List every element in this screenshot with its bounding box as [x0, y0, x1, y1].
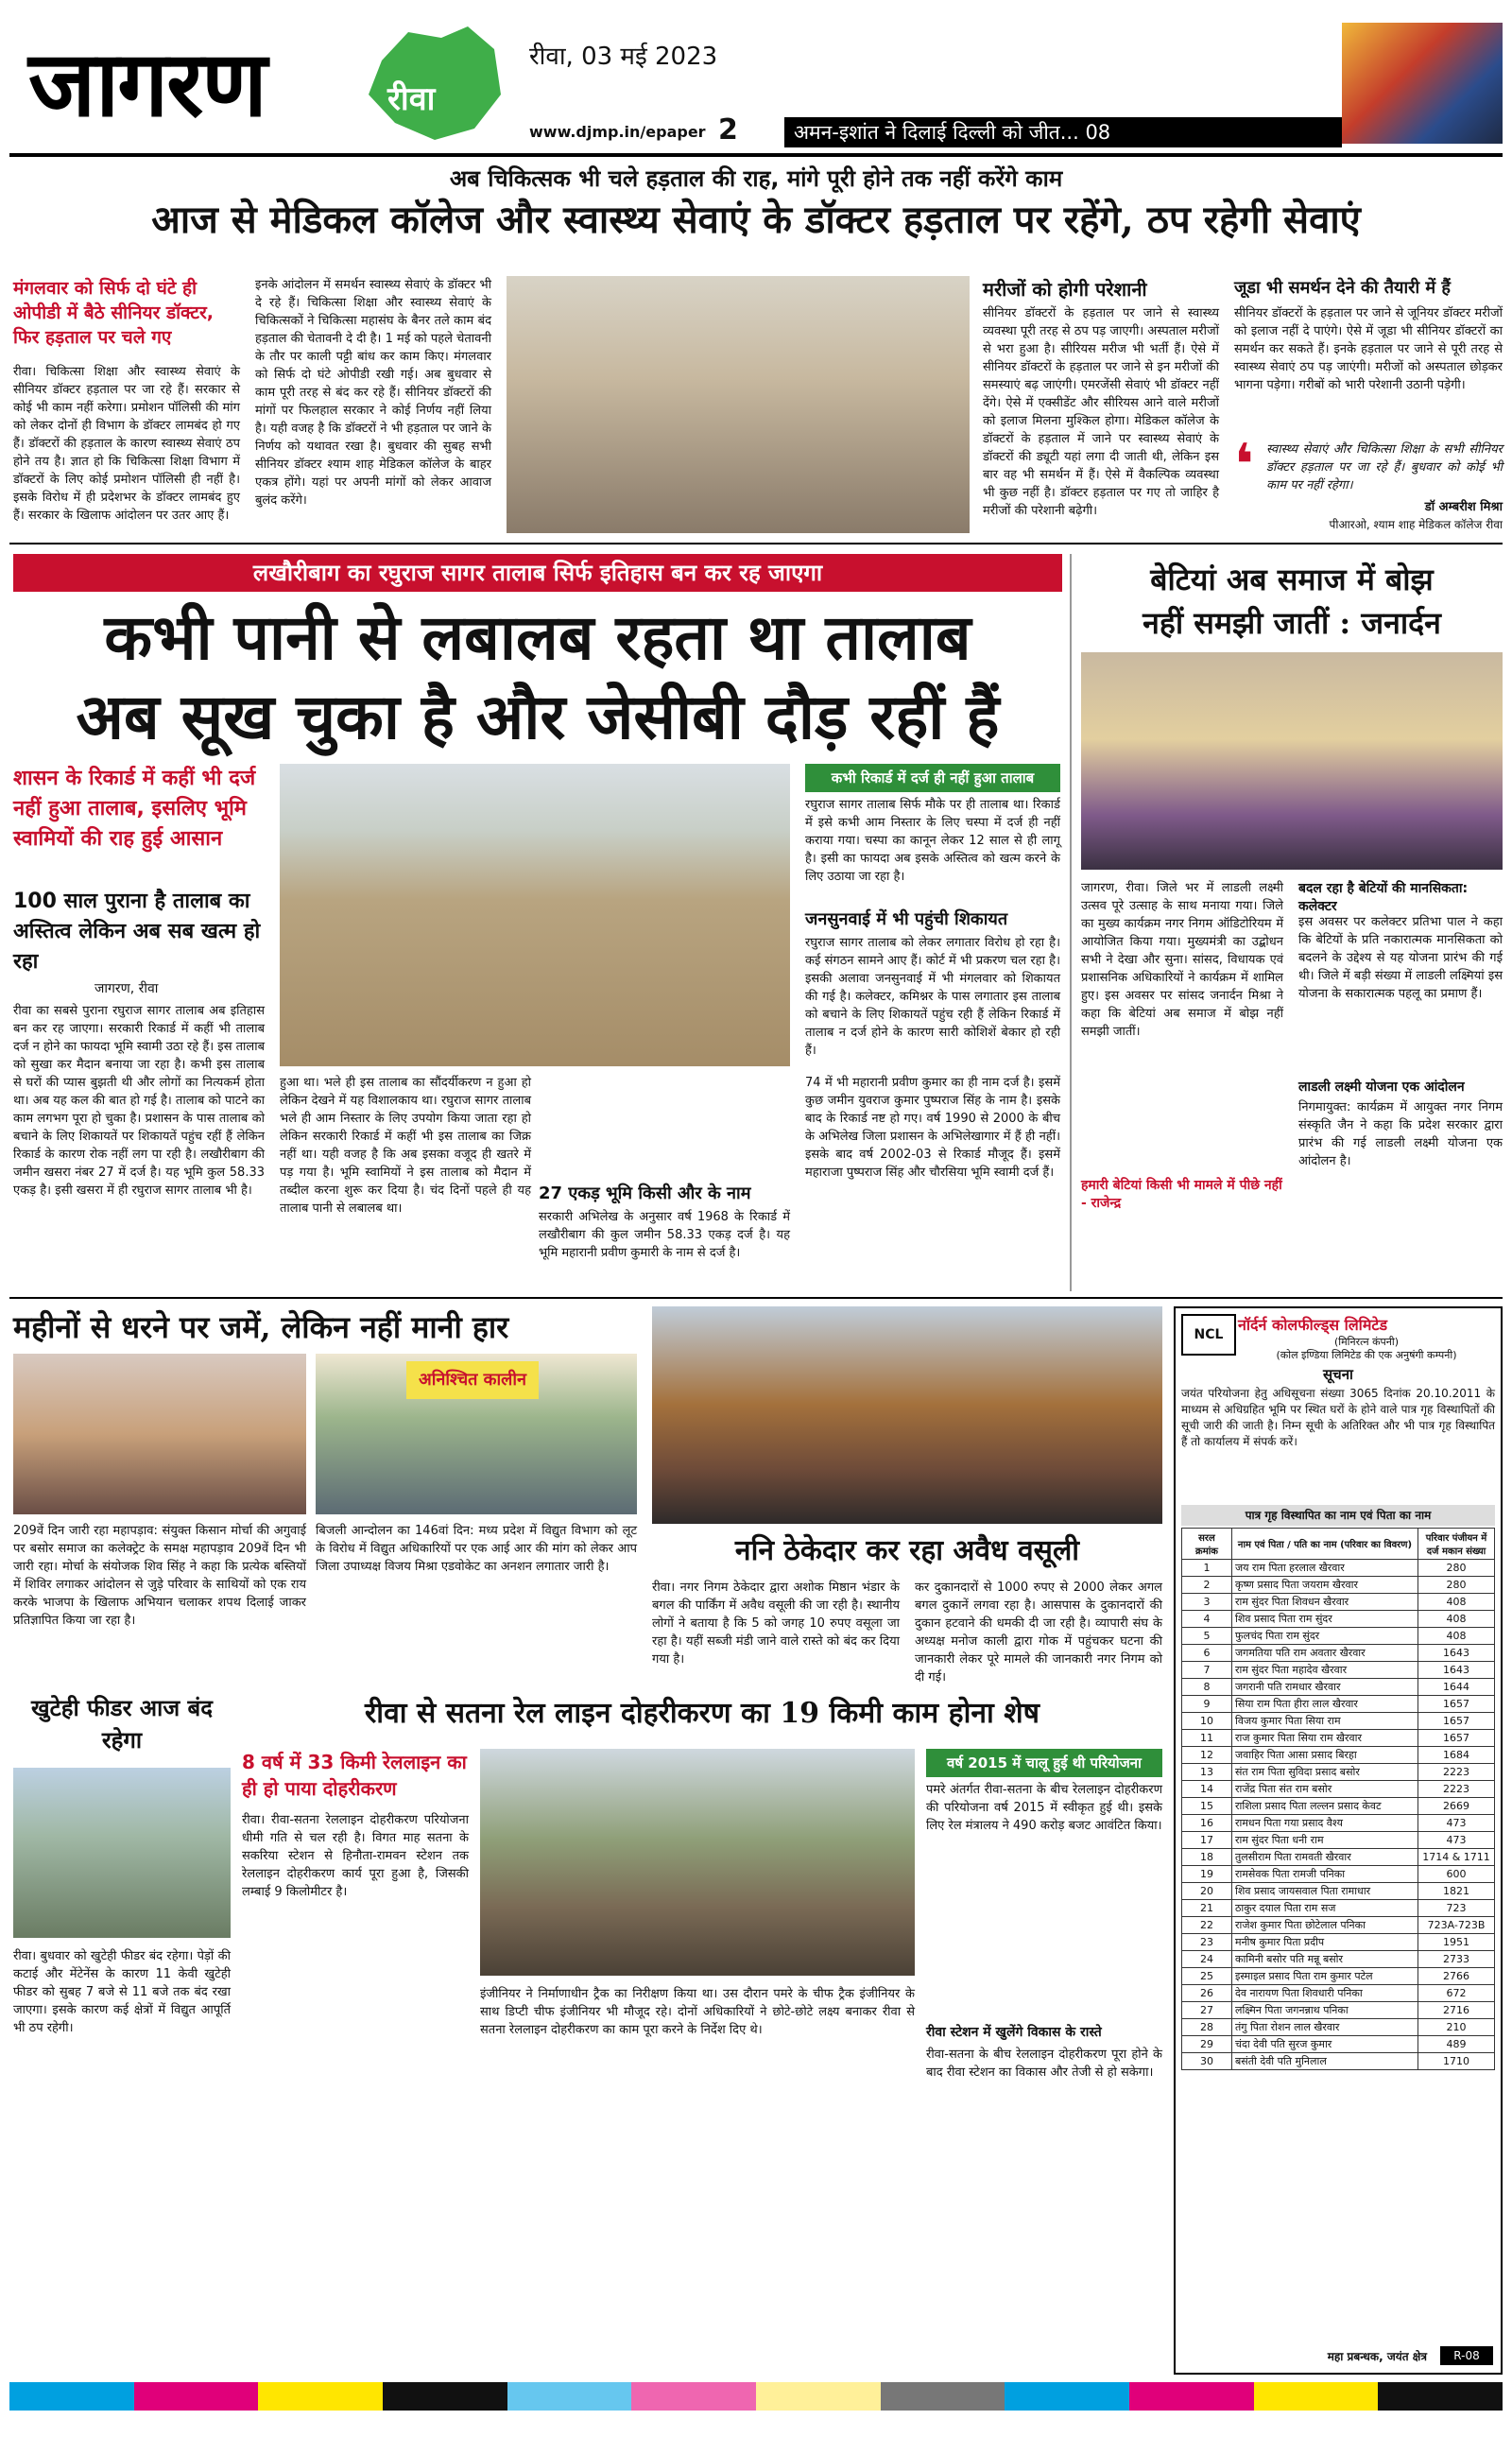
cell-house: 1657	[1418, 1696, 1495, 1713]
cell-serial: 14	[1182, 1781, 1232, 1798]
talab-box-body: रघुराज सागर तालाब सिर्फ मौके पर ही तालाब था। रिकार्ड में इसे कभी आम निस्तार के लिए चस्पा में दर्ज ही नहीं कराया गया। चस्पा का कानून लेकर 12 साल से ही लागू है। इसी का फायदा अब इसके अस्तित्व को खत्म करने के लिए उठाया जा रहा है।	[805, 798, 1060, 884]
betiyan-headline-1: बेटियां अब समाज में बोझ	[1150, 562, 1434, 597]
cell-name: जगरानी पति रामधार खैरवार	[1232, 1679, 1418, 1696]
column-divider	[1070, 554, 1072, 1291]
table-row	[1182, 1696, 1495, 1713]
cell-serial: 11	[1182, 1730, 1232, 1747]
table-row	[1182, 1628, 1495, 1645]
cell-house: 1643	[1418, 1645, 1495, 1662]
lead-subhead: मंगलवार को सिर्फ दो घंटे ही ओपीडी में बैठे सीनियर डॉक्टर, फिर हड़ताल पर चले गए	[13, 278, 214, 348]
epaper-url[interactable]: www.djmp.in/epaper	[529, 123, 706, 141]
cell-serial: 18	[1182, 1849, 1232, 1866]
cell-name: लक्ष्मिन पिता जगनन्नाथ पनिका	[1232, 2002, 1418, 2019]
newspaper-logo: जागरण	[28, 30, 266, 137]
lead-side2-head: जूडा भी समर्थन देने की तैयारी में हैं	[1234, 278, 1451, 298]
cell-house: 473	[1418, 1832, 1495, 1849]
cell-house: 1710	[1418, 2053, 1495, 2070]
table-row	[1182, 1662, 1495, 1679]
talab-body-col1: रीवा का सबसे पुराना रघुराज सागर तालाब अब इतिहास बन कर रह जाएगा। सरकारी रिकार्ड में कहीं भी तालाब दर्ज न होने का फायदा भूमि स्वामी उठा रहे हैं। इस तालाब को सुखा कर मैदान बनाया जा रहा है। कभी इस तालाब से घरों की प्यास बुझती थी और लोगों का नित्यकर्म होता था। अब यह कल की बात हो गई है। तालाब को पाटने का काम लगभग पूरा हो चुका है। प्रशासन के पास तालाब को बचाने के लिए शिकायतें पर शिकायतें पहुंच रहीं हैं लेकिन रिकार्ड के कारण रोक नहीं लग पा रही है। लखौरीबाग की जमीन खसरा नंबर 27 में दर्ज है। यह भूमि कुल 58.33 एकड़ है। इसी खसरा में ही रघुराज सागर तालाब भी है।	[13, 1004, 265, 1198]
cell-house: 1684	[1418, 1747, 1495, 1764]
lead-body-col2: इनके आंदोलन में समर्थन स्वास्थ्य सेवाएं के डॉक्टर भी दे रहे हैं। चिकित्सा शिक्षा और स्वास्थ्य सेवाएं के चिकित्सकों ने चिकित्सा महासंघ के बैनर तले काम बंद हड़ताल की चेतावनी दे दी है। 1 मई को पहले चेतावनी के तौर पर काली पट्टी बांध कर काम किए। मंगलवार को सिर्फ दो घंटे ओपीडी रखी गई। अब बुधवार से काम पूरी तरह से बंद कर रहे हैं। सीनियर डॉक्टरों की मांगों पर फिलहाल सरकार ने कोई निर्णय नहीं लिया है। यही वजह है कि डॉक्टरों ने भी हड़ताल पर जाने के निर्णय को यथावत रखा है। बुधवार की सुबह सभी सीनियर डॉक्टर श्याम शाह मेडिकल कॉलेज के बाहर एकत्र होंगे। यहां पर अपनी मांगों को लेकर आवाज बुलंद करेंगे।	[255, 278, 491, 508]
dry-pond-jcb-photo	[280, 764, 790, 1066]
cell-serial: 5	[1182, 1628, 1232, 1645]
cell-name: जवाहिर पिता आसा प्रसाद बिरहा	[1232, 1747, 1418, 1764]
cell-serial: 15	[1182, 1798, 1232, 1815]
rail-box-head: वर्ष 2015 में चालू हुई थी परियोजना	[926, 1749, 1162, 1777]
cell-name: राम सुंदर पिता धनी राम	[1232, 1832, 1418, 1849]
cell-house: 1657	[1418, 1713, 1495, 1730]
cell-name: मनीष कुमार पिता प्रदीप	[1232, 1934, 1418, 1951]
betiyan-headline-2: नहीं समझी जातीं : जनार्दन	[1143, 605, 1441, 641]
cell-serial: 27	[1182, 2002, 1232, 2019]
cell-name: राशिला प्रसाद पिता लल्लन प्रसाद केवट	[1232, 1798, 1418, 1815]
cell-name: रामसेवक पिता रामजी पनिका	[1232, 1866, 1418, 1883]
lead-kicker: अब चिकित्सक भी चले हड़ताल की राह, मांगे पूरी होने तक नहीं करेंगे काम	[449, 165, 1063, 192]
cell-serial: 23	[1182, 1934, 1232, 1951]
cell-name: कामिनी बसोर पति मन्नू बसोर	[1232, 1951, 1418, 1968]
cell-house: 1951	[1418, 1934, 1495, 1951]
cell-name: शिव प्रसाद जायसवाल पिता रामाधार	[1232, 1883, 1418, 1900]
talab-body-col2: हुआ था। भले ही इस तालाब का सौंदर्यीकरण न हुआ हो लेकिन देखने में यह विशालकाय था। रघुराज सागर तालाब भले ही आम निस्तार के लिए उपयोग किया जाता रहा हो लेकिन सरकारी रिकार्ड में कहीं भी इस तालाब का जिक्र नहीं था। यही वजह है कि अब इसका वजूद ही खतरे में पड़ गया है। भूमि स्वामियों ने इस तालाब को मैदान में तब्दील करना शुरू कर दिया है। चंद दिनों पहले ही यह तालाब पानी से लबालब था।	[280, 1076, 531, 1216]
cell-house: 473	[1418, 1815, 1495, 1832]
talab-sub-1-body: रघुराज सागर तालाब को लेकर लगातार विरोध हो रहा है। कई संगठन सामने आए हैं। कोर्ट में भी प्रकरण चल रहा है। इसकी अलावा जनसुनवाई में भी मंगलवार को शिकायत की गई है। कलेक्टर, कमिश्नर के पास लगातार इस तालाब को बचाने के लिए शिकायतें पहुंच रही हैं लेकिन रिकार्ड में तालाब न दर्ज होने के कारण सारी कोशिशें बेकार हो रही हैं।	[805, 936, 1060, 1058]
cell-name: जय राम पिता हरलाल खैरवार	[1232, 1560, 1418, 1577]
table-row	[1182, 2019, 1495, 2036]
table-row	[1182, 1798, 1495, 1815]
col-serial: सरल क्रमांक	[1182, 1529, 1232, 1560]
talab-box-head: कभी रिकार्ड में दर्ज ही नहीं हुआ तालाब	[805, 764, 1060, 792]
lead-quote: स्वास्थ्य सेवाएं और चिकित्सा शिक्षा के सभी सीनियर डॉक्टर हड़ताल पर जा रहे हैं। बुधवार को कोई भी काम पर नहीं रहेगा।	[1266, 442, 1503, 493]
cell-name: फुलचंद पिता राम सुंदर	[1232, 1628, 1418, 1645]
cell-name: संत राम पिता सुविदा प्रसाद बसोर	[1232, 1764, 1418, 1781]
cell-house: 2669	[1418, 1798, 1495, 1815]
cell-name: कृष्ण प्रसाद पिता जयराम खैरवार	[1232, 1577, 1418, 1594]
cell-house: 280	[1418, 1577, 1495, 1594]
cell-serial: 17	[1182, 1832, 1232, 1849]
col-house: परिवार पंजीयन में दर्ज मकान संख्या	[1418, 1529, 1495, 1560]
cell-serial: 9	[1182, 1696, 1232, 1713]
cell-house: 280	[1418, 1560, 1495, 1577]
power-line-photo	[13, 1768, 231, 1938]
lead-body-col1: रीवा। चिकित्सा शिक्षा और स्वास्थ्य सेवाएं के सीनियर डॉक्टर हड़ताल पर जा रहे हैं। सरकार से कोई भी काम नहीं करेगा। प्रमोशन पॉलिसी की मांग को लेकर दोनों ही विभाग के डॉक्टर लामबंद हो गए हैं। डॉक्टरों की हड़ताल के कारण स्वास्थ्य सेवाएं ठप होने तय है। ज्ञात हो कि चिकित्सा शिक्षा विभाग में डॉक्टरों के लिए कोई प्रमोशन पॉलिसी ही नहीं है। इसके विरोध में ही प्रदेशभर के डॉक्टर लामबंद हुए हैं। सरकार के खिलाफ आंदोलन पर उतर आए हैं।	[13, 365, 240, 523]
rail-track-photo	[480, 1749, 915, 1976]
cell-name: तुलसीराम पिता रामवती खैरवार	[1232, 1849, 1418, 1866]
ncl-notice-title: सूचना	[1323, 1366, 1353, 1383]
cell-serial: 8	[1182, 1679, 1232, 1696]
cell-name: रामधन पिता गया प्रसाद वैश्य	[1232, 1815, 1418, 1832]
dharna-photo-1	[13, 1354, 306, 1514]
nani-headline: ननि ठेकेदार कर रहा अवैध वसूली	[734, 1534, 1080, 1567]
talab-headline-2: अब सूख चुका है और जेसीबी दौड़ रहीं हैं	[76, 680, 1000, 753]
cell-name: राजेंद्र पिता संत राम बसोर	[1232, 1781, 1418, 1798]
cell-name: देव नारायण पिता शिवधारी पनिका	[1232, 1985, 1418, 2002]
ncl-notice-text: जयंत परियोजना हेतु अधिसूचना संख्या 3065 दिनांक 20.10.2011 के माध्यम से अधिग्रहित भूमि पर स्थित घरों के होने वाले पात्र गृह विस्थापितों की सूची जारी की जाती है। निम्न सूची के अतिरिक्त और भी पात्र गृह विस्थापित हैं तो कार्यालय में संपर्क करें।	[1181, 1387, 1495, 1448]
cell-house: 489	[1418, 2036, 1495, 2053]
cell-name: जगमतिया पति राम अवतार खैरवार	[1232, 1645, 1418, 1662]
betiyan-body-col1: जागरण, रीवा। जिले भर में लाडली लक्ष्मी उत्सव पूरे उत्साह के साथ मनाया गया। जिले का मुख्य कार्यक्रम नगर निगम ऑडिटोरियम में आयोजित किया गया। मुख्यमंत्री का उद्बोधन सभी ने देखा और सुना। सांसद, विधायक एवं प्रशासनिक अधिकारियों ने कार्यक्रम में शामिल हुए। इस अवसर पर सांसद जनार्दन मिश्रा ने कहा कि बेटियां अब समाज में बोझ नहीं समझी जातीं।	[1081, 881, 1283, 1039]
table-row	[1182, 1968, 1495, 1985]
ncl-code: R-08	[1440, 2346, 1493, 2365]
table-row	[1182, 1781, 1495, 1798]
cell-serial: 2	[1182, 1577, 1232, 1594]
cell-house: 723A-723B	[1418, 1917, 1495, 1934]
cell-house: 600	[1418, 1866, 1495, 1883]
quote-author: डॉ अम्बरीश मिश्रा	[1424, 500, 1503, 514]
cell-serial: 19	[1182, 1866, 1232, 1883]
table-row	[1182, 1985, 1495, 2002]
talab-headline-1: कभी पानी से लबालब रहता था तालाब	[104, 600, 971, 674]
cell-serial: 6	[1182, 1645, 1232, 1662]
cell-serial: 3	[1182, 1594, 1232, 1611]
table-row	[1182, 1951, 1495, 1968]
talab-byline: जागरण, रीवा	[94, 981, 159, 996]
protest-poster: अनिश्चित कालीन	[406, 1361, 539, 1399]
talab-kicker: लखौरीबाग का रघुराज सागर तालाब सिर्फ इतिहास बन कर रह जाएगा	[13, 554, 1062, 592]
market-parking-photo	[652, 1306, 1162, 1524]
cell-house: 1644	[1418, 1679, 1495, 1696]
rail-headline: रीवा से सतना रेल लाइन दोहरीकरण का 19 किमी काम होना शेष	[365, 1697, 1040, 1730]
betiyan-sub-2: लाडली लक्ष्मी योजना एक आंदोलन	[1298, 1080, 1465, 1095]
cell-name: राजेश कुमार पिता छोटेलाल पनिका	[1232, 1917, 1418, 1934]
cell-serial: 21	[1182, 1900, 1232, 1917]
cell-serial: 20	[1182, 1883, 1232, 1900]
betiyan-col2-body: इस अवसर पर कलेक्टर प्रतिभा पाल ने कहा कि बेटियों के प्रति नकारात्मक मानसिकता को बदलने के उद्देश्य से यह योजना प्रारंभ की गई थी। जिले में बड़ी संख्या में लाडली लक्ष्मियां इस योजना के सकारात्मक पहलू का प्रमाण हैं।	[1298, 915, 1503, 1001]
table-row	[1182, 2002, 1495, 2019]
table-row	[1182, 1900, 1495, 1917]
cell-house: 408	[1418, 1594, 1495, 1611]
cell-serial: 13	[1182, 1764, 1232, 1781]
quote-icon: ❛	[1234, 432, 1254, 498]
talab-body-col4: 74 में भी महारानी प्रवीण कुमार का ही नाम दर्ज है। इसमें कुछ जमीन युवराज कुमार पुष्पराज सिंह के नाम है। इसके बाद के रिकार्ड नष्ट हो गए। वर्ष 1990 से 2000 के बीच के अभिलेख जिला प्रशासन के अभिलेखागार में हैं ही नहीं। इसके बाद वर्ष 2002-03 से रिकार्ड मौजूद हैं। इसमें महाराजा पुष्पराज सिंह और चौरसिया भूमि स्वामी दर्ज हैं।	[805, 1076, 1060, 1180]
cell-house: 723	[1418, 1900, 1495, 1917]
feeder-headline: खुटेही फीडर आज बंद रहेगा	[31, 1694, 213, 1754]
cell-name: राज कुमार पिता सिया राम खैरवार	[1232, 1730, 1418, 1747]
cell-house: 1821	[1418, 1883, 1495, 1900]
table-row	[1182, 1679, 1495, 1696]
rail-box-body: पमरे अंतर्गत रीवा-सतना के बीच रेललाइन दोहरीकरण की परियोजना वर्ष 2015 में स्वीकृत हुई थी। इसके लिए रेल मंत्रालय ने 490 करोड़ बजट आवंटित किया।	[926, 1783, 1162, 1833]
cell-name: सिया राम पिता हीरा लाल खैरवार	[1232, 1696, 1418, 1713]
lead-side2-body: सीनियर डॉक्टरों के हड़ताल पर जाने से जूनियर डॉक्टर मरीजों को इलाज नहीं दे पाएंगे। ऐसे में जूडा भी सीनियर डॉक्टरों का समर्थन कर सकते हैं। इनके हड़ताल पर जाने से पूरी तरह से स्वास्थ्य सेवाएं ठप पड़ जाएंगी। मरीजों को अस्पताल छोड़कर भागना पड़ेगा। गरीबों को भारी परेशानी उठानी पड़ेगी।	[1234, 306, 1503, 392]
ncl-brand-sub2: (कोल इण्डिया लिमिटेड की एक अनुषंगी कम्पनी)	[1276, 1349, 1457, 1361]
cell-serial: 29	[1182, 2036, 1232, 2053]
talab-deck-1: शासन के रिकार्ड में कहीं भी दर्ज नहीं हुआ तालाब, इसलिए भूमि स्वामियों की राह हुई आसान	[13, 767, 256, 851]
cell-name: विजय कुमार पिता सिया राम	[1232, 1713, 1418, 1730]
ladli-laxmi-event-photo	[1081, 652, 1503, 870]
bijli-body: बिजली आन्दोलन का 146वां दिन: मध्य प्रदेश में विद्युत विभाग को लूट के विरोध में विद्युत अधिकारियों पर एक आई आर की मांग को लेकर आप जिला उपाध्यक्ष विजय मिश्रा एडवोकेट का अनशन लगातार जारी है।	[316, 1524, 637, 1574]
cell-name: चंदा देवी पति सुरज कुमार	[1232, 2036, 1418, 2053]
table-row	[1182, 1577, 1495, 1594]
cell-serial: 25	[1182, 1968, 1232, 1985]
ncl-brand-sub: (मिनिरत्न कंपनी)	[1333, 1336, 1400, 1348]
talab-sub-2: 27 एकड़ भूमि किसी और के नाम	[539, 1184, 751, 1203]
table-row	[1182, 1730, 1495, 1747]
lead-side1-body: सीनियर डॉक्टरों के हड़ताल पर जाने से स्वास्थ्य व्यवस्था पूरी तरह से ठप पड़ जाएगी। अस्पताल मरीजों से भरा हुआ है। सीरियस मरीज भी भर्ती हैं। ऐसे में सीनियर डॉक्टरों के हड़ताल पर जाने से इन मरीजों की समस्याएं बढ़ जाएंगी। एमरजेंसी सेवाएं भी डॉक्टर नहीं देंगे। ऐसे में एक्सीडेंट और सीरियस आने वाले मरीजों को इलाज मिलना मुश्किल होगा। मेडिकल कॉलेज के डॉक्टरों के हड़ताल में जाने पर स्वास्थ्य सेवाएं के डॉक्टरों की ड्यूटी यहां लगा दी जाती थी, लेकिन इस बार वह भी समर्थन में हैं। ऐसे में वैकल्पिक व्यवस्था भी कुछ नहीं है। डॉक्टर हड़ताल पर गए तो जाहिर है मरीजों की परेशानी बढ़ेगी।	[983, 306, 1219, 518]
rail-deck: 8 वर्ष में 33 किमी रेललाइन का ही हो पाया दोहरीकरण	[242, 1751, 467, 1800]
table-row	[1182, 1764, 1495, 1781]
ncl-brand: नॉर्दर्न कोलफील्ड्स लिमिटेड	[1238, 1316, 1388, 1334]
table-row	[1182, 1560, 1495, 1577]
betiyan-sub-2-body: निगमायुक्त: कार्यक्रम में आयुक्त नगर निगम संस्कृति जैन ने कहा कि प्रदेश सरकार द्वारा प्रारंभ की गई लाडली लक्ष्मी योजना एक आंदोलन है।	[1298, 1100, 1503, 1168]
cell-serial: 16	[1182, 1815, 1232, 1832]
cell-serial: 10	[1182, 1713, 1232, 1730]
sports-teaser[interactable]: अमन-इशांत ने दिलाई दिल्ली को जीत... 08	[784, 117, 1342, 147]
cell-house: 210	[1418, 2019, 1495, 2036]
cell-house: 2223	[1418, 1781, 1495, 1798]
talab-deck-2: 100 साल पुराना है तालाब का अस्तित्व लेकिन अब सब खत्म हो रहा	[13, 890, 261, 974]
cell-house: 2733	[1418, 1951, 1495, 1968]
cell-serial: 7	[1182, 1662, 1232, 1679]
ncl-table-title: पात्र गृह विस्थापित का नाम एवं पिता का नाम	[1181, 1505, 1495, 1526]
table-row	[1182, 1917, 1495, 1934]
color-registration-bar	[9, 2382, 1503, 2411]
ncl-beneficiary-table	[1181, 1528, 1495, 2070]
cricket-photo	[1342, 23, 1503, 144]
table-row	[1182, 1866, 1495, 1883]
table-row	[1182, 1815, 1495, 1832]
cell-house: 408	[1418, 1611, 1495, 1628]
cell-name: राम सुंदर पिता महादेव खैरवार	[1232, 1662, 1418, 1679]
rail-body-col1: रीवा। रीवा-सतना रेललाइन दोहरीकरण परियोजना धीमी गति से चल रही है। विगत माह सतना के सकरिया स्टेशन से हिनौता-रामवन स्टेशन तक रेललाइन दोहरीकरण कार्य पूरा हुआ है, जिसकी लम्बाई 9 किलोमीटर है।	[242, 1813, 469, 1899]
feeder-body: रीवा। बुधवार को खुटेही फीडर बंद रहेगा। पेड़ों की कटाई और मेंटेनेंस के कारण 11 केवी खुटेही फीडर को सुबह 7 बजे से 11 बजे तक बंद रखा जाएगा। इसके कारण कई क्षेत्रों में विद्युत आपूर्ति भी ठप रहेगी।	[13, 1949, 231, 2035]
cell-house: 2716	[1418, 2002, 1495, 2019]
table-row	[1182, 1883, 1495, 1900]
nani-body-col2: कर दुकानदारों से 1000 रुपए से 2000 लेकर अगल बगल दुकानें लगवा रहा है। आसपास के दुकानदारों की दुकान हटवाने की धमकी दी जा रही है। व्यापारी संघ के अध्यक्ष मनोज काली द्वारा गोक में पहुंचकर घटना की जानकारी लेकर पूरे मामले की जानकारी नगर निगम को दी गई।	[915, 1581, 1162, 1685]
edition-city: रीवा	[387, 80, 436, 118]
nani-body-col1: रीवा। नगर निगम ठेकेदार द्वारा अशोक मिष्ठान भंडार के बगल की पार्किंग में अवैध वसूली की जा रही है। स्थानीय लोगों ने बताया है कि 5 को जगह 10 रुपए वसूला जा रहा है। यहीं सब्जी मंडी जाने वाले रास्ते को बंद कर दिया गया है।	[652, 1581, 900, 1667]
quote-author-role: पीआरओ, श्याम शाह मेडिकल कॉलेज रीवा	[1329, 518, 1503, 531]
rail-body-col2: इंजीनियर ने निर्माणाधीन ट्रैक का निरीक्षण किया था। उस दौरान पमरे के चीफ ट्रैक इंजीनियर के साथ डिप्टी चीफ इंजीनियर भी मौजूद रहे। दोनों अधिकारियों ने छोटे-छोटे लक्ष्य बनाकर रीवा से सतना रेललाइन दोहरीकरण का काम पूरा करने के निर्देश दिए थे।	[480, 1987, 915, 2037]
table-row	[1182, 1713, 1495, 1730]
rail-sub: रीवा स्टेशन में खुलेंगे विकास के रास्ते	[926, 2025, 1102, 2040]
table-row	[1182, 1645, 1495, 1662]
betiyan-col2-head: बदल रहा है बेटियों की मानसिकता: कलेक्टर	[1298, 881, 1469, 914]
table-row	[1182, 1611, 1495, 1628]
cell-name: इस्माइल प्रसाद पिता राम कुमार पटेल	[1232, 1968, 1418, 1985]
cell-name: शिव प्रसाद पिता राम सुंदर	[1232, 1611, 1418, 1628]
table-row	[1182, 2053, 1495, 2070]
betiyan-sub-1: हमारी बेटियां किसी भी मामले में पीछे नहीं - राजेन्द्र	[1081, 1178, 1282, 1211]
dharna-headline: महीनों से धरने पर जमें, लेकिन नहीं मानी हार	[13, 1309, 509, 1345]
cell-serial: 28	[1182, 2019, 1232, 2036]
rail-sub-body: रीवा-सतना के बीच रेललाइन दोहरीकरण पूरा होने के बाद रीवा स्टेशन का विकास और तेजी से हो सकेगा।	[926, 2048, 1162, 2080]
lead-headline: आज से मेडिकल कॉलेज और स्वास्थ्य सेवाएं के डॉक्टर हड़ताल पर रहेंगे, ठप रहेगी सेवाएं	[151, 198, 1361, 242]
cell-house: 2766	[1418, 1968, 1495, 1985]
cell-name: बसंती देवी पति मुनिलाल	[1232, 2053, 1418, 2070]
table-row	[1182, 2036, 1495, 2053]
section-divider-2	[9, 1297, 1503, 1299]
cell-serial: 12	[1182, 1747, 1232, 1764]
talab-sub-1: जनसुनवाई में भी पहुंची शिकायत	[805, 909, 1008, 929]
section-divider	[9, 543, 1503, 544]
cell-house: 1714 & 1711	[1418, 1849, 1495, 1866]
table-row	[1182, 1849, 1495, 1866]
cell-serial: 26	[1182, 1985, 1232, 2002]
masthead-rule	[9, 153, 1503, 157]
cell-house: 1643	[1418, 1662, 1495, 1679]
cell-house: 672	[1418, 1985, 1495, 2002]
dateline: रीवा, 03 मई 2023	[529, 43, 718, 71]
cell-serial: 4	[1182, 1611, 1232, 1628]
cell-serial: 1	[1182, 1560, 1232, 1577]
cell-serial: 22	[1182, 1917, 1232, 1934]
table-row	[1182, 1594, 1495, 1611]
cell-serial: 30	[1182, 2053, 1232, 2070]
col-name: नाम एवं पिता / पति का नाम (परिवार का विवरण)	[1232, 1529, 1418, 1560]
ncl-notice-ad	[1174, 1306, 1503, 2375]
talab-sub-2-body: सरकारी अभिलेख के अनुसार वर्ष 1968 के रिकार्ड में लखौरीबाग की कुल जमीन 58.33 एकड़ दर्ज है। यह भूमि महारानी प्रवीण कुमारी के नाम से दर्ज है।	[539, 1210, 790, 1260]
dharna-body: 209वें दिन जारी रहा महापड़ाव: संयुक्त किसान मोर्चा की अगुवाई पर बसोर समाज का कलेक्ट्रेट के समक्ष महापड़ाव 209वें दिन भी जारी रहा। मोर्चा के संयोजक शिव सिंह ने कहा कि प्रत्येक बस्तियों में शिविर लगाकर आंदोलन से जुड़े परिवार के साथियों को एक राय करके भाजपा के खिलाफ अभियान चलाकर शपथ दिलाई जाकर प्रतिज्ञापित किया जा रहा है।	[13, 1524, 306, 1628]
cell-name: तंगु पिता रोशन लाल खैरवार	[1232, 2019, 1418, 2036]
cell-house: 1657	[1418, 1730, 1495, 1747]
cell-name: ठाकुर दयाल पिता राम सज	[1232, 1900, 1418, 1917]
ncl-logo: NCL	[1181, 1314, 1236, 1356]
ncl-footer: महा प्रबन्धक, जयंत क्षेत्र	[1327, 2350, 1427, 2363]
table-row	[1182, 1832, 1495, 1849]
lead-side1-head: मरीजों को होगी परेशानी	[983, 278, 1147, 301]
masthead	[0, 0, 1512, 151]
doctors-meeting-photo	[507, 276, 970, 533]
table-row	[1182, 1934, 1495, 1951]
table-row	[1182, 1747, 1495, 1764]
page-number: 2	[718, 113, 738, 147]
cell-house: 2223	[1418, 1764, 1495, 1781]
cell-serial: 24	[1182, 1951, 1232, 1968]
cell-house: 408	[1418, 1628, 1495, 1645]
cell-name: राम सुंदर पिता शिवधन खैरवार	[1232, 1594, 1418, 1611]
